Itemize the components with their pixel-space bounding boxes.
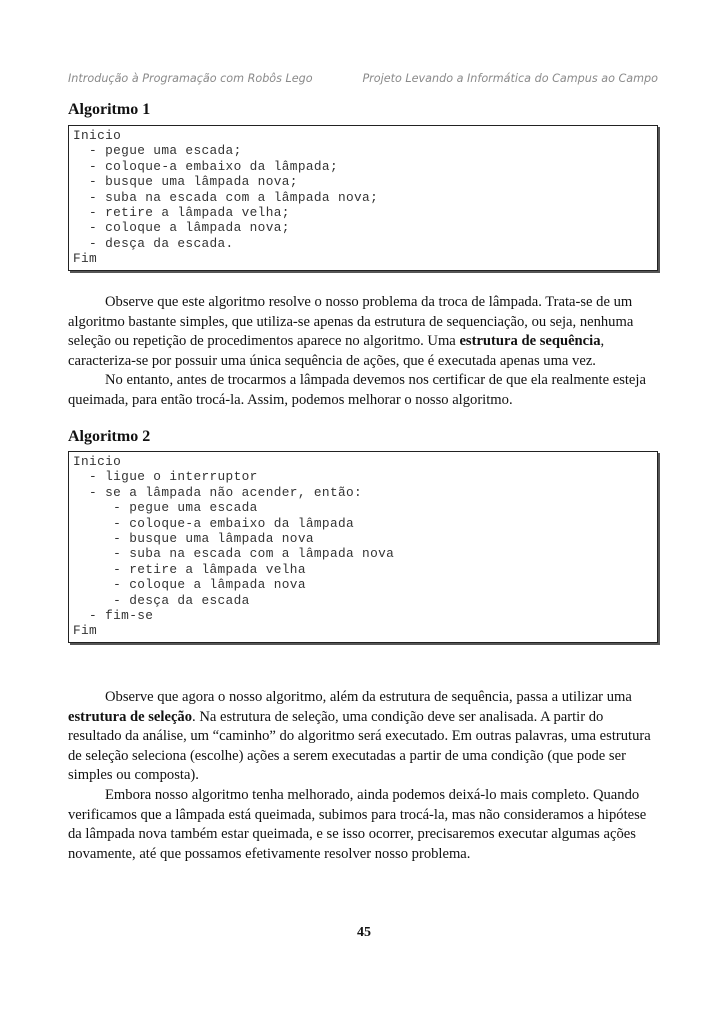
algorithm-2-code-box — [68, 451, 658, 643]
paragraph-text: Observe que agora o nosso algoritmo, além da estrutura de sequência, passa a utilizar uma — [105, 689, 632, 705]
code-line: - coloque a lâmpada nova; — [73, 220, 290, 236]
code-line: Inicio — [73, 454, 122, 469]
header-left: Introdução à Programação com Robôs Lego — [68, 72, 313, 85]
code-line: Inicio — [73, 128, 122, 143]
code-line: - fim-se — [73, 608, 154, 624]
code-line: - coloque-a embaixo da lâmpada — [73, 515, 355, 531]
code-line: - coloque-a embaixo da lâmpada; — [73, 158, 338, 174]
algorithm-1-code-box — [68, 125, 658, 271]
code-line: - retire a lâmpada velha; — [73, 205, 290, 221]
paragraph-selection — [68, 688, 660, 786]
code-line: - pegue uma escada — [73, 500, 258, 516]
code-line: Fim — [73, 251, 98, 267]
paragraph-text: , caracteriza-se por possuir uma única sequência de ações, que é executada apenas uma vez. — [68, 333, 605, 369]
code-line: Fim — [73, 623, 98, 639]
paragraph-text: Observe que este algoritmo resolve o nosso problema da troca de lâmpada. Trata-se de um algoritmo bastante simples, que utiliza-se apenas da estrutura de sequenciação, ou seja, nenhuma seleção ou repetição de procedimentos aparece no algoritmo. Uma — [68, 294, 634, 350]
running-header — [68, 72, 658, 90]
code-line: - desça da escada — [73, 592, 250, 608]
code-line: - suba na escada com a lâmpada nova; — [73, 189, 379, 205]
bold-term: estrutura de seleção — [68, 708, 193, 725]
body-paragraphs-1 — [68, 293, 660, 411]
page-number: 45 — [357, 925, 371, 940]
bold-term: estrutura de sequência — [459, 333, 601, 350]
header-right: Projeto Levando a Informática do Campus ao Campo — [362, 72, 658, 85]
code-line: - suba na escada com a lâmpada nova — [73, 546, 395, 562]
paragraph-text: . Na estrutura de seleção, uma condição deve ser analisada. A partir do resultado da análise, um “caminho” do algoritmo será executado. Em outras palavras, uma estrutura de seleção seleciona (escolhe) ações a serem executadas a partir de uma condição (que pode ser simples ou composta). — [68, 708, 651, 784]
algorithm-2-title: Algoritmo 2 — [68, 428, 151, 445]
code-line: - busque uma lâmpada nova; — [73, 174, 298, 190]
code-line: - busque uma lâmpada nova — [73, 531, 314, 547]
body-paragraphs-2 — [68, 688, 660, 864]
code-line: - retire a lâmpada velha — [73, 561, 306, 577]
code-line: - se a lâmpada não acender, então: — [73, 484, 363, 500]
algorithm-1-title: Algoritmo 1 — [68, 101, 151, 118]
paragraph-complete: Embora nosso algoritmo tenha melhorado, ainda podemos deixá-lo mais completo. Quando verificamos que a lâmpada está queimada, subimos para trocá-la, mas não consideramos a hipótese da lâmpada nova também estar queimada, e se isso ocorrer, precisaremos executar algumas ações novamente, até que possamos efetivamente resolver nosso problema. — [68, 786, 647, 862]
code-line: - pegue uma escada; — [73, 143, 242, 159]
code-line: - coloque a lâmpada nova — [73, 577, 306, 593]
paragraph-sequence — [68, 293, 660, 371]
code-line: - desça da escada. — [73, 235, 234, 251]
paragraph-improve: No entanto, antes de trocarmos a lâmpada devemos nos certificar de que ela realmente esteja queimada, para então trocá-la. Assim, podemos melhorar o nosso algoritmo. — [68, 372, 646, 408]
code-line: - ligue o interruptor — [73, 469, 258, 485]
